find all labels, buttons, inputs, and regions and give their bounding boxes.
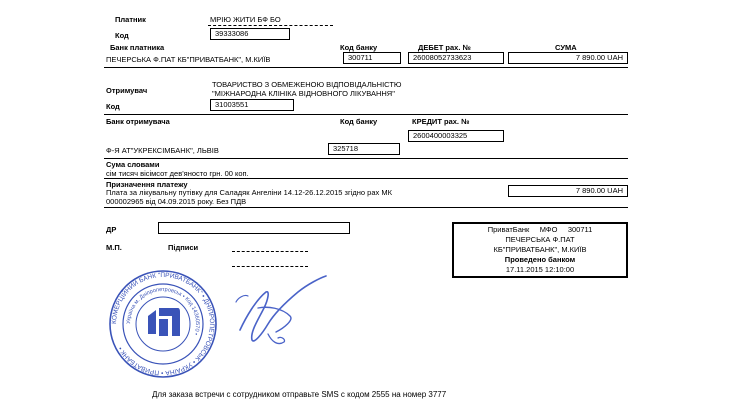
signature-line-1: [232, 251, 308, 252]
seal-inner-text: Україна м. Дніпропетровськ • Код 14360570 •: [125, 286, 201, 336]
amount-field: [508, 52, 628, 64]
credit-account-field: [408, 130, 504, 142]
purpose-line2: 000002965 від 04.09.2015 року. Без ПДВ: [106, 197, 247, 206]
divider-3: [104, 158, 628, 159]
amount-value: 7 890.00 UAH: [575, 53, 623, 63]
bank-stamp-line3: КБ"ПРИВАТБАНК", М.КИЇВ: [493, 245, 587, 254]
sms-notice: Для заказа встречи с сотрудником отправьте SMS с кодом 2555 на номер 3777: [152, 390, 447, 399]
purpose-label: Призначення платежу: [106, 180, 188, 189]
credit-account: 2600400003325: [413, 131, 468, 141]
divider-2: [104, 114, 628, 115]
debit-account-field: [408, 52, 504, 64]
recipient-name-line1: ТОВАРИСТВО З ОБМЕЖЕНОЮ ВІДПОВІДАЛЬНІСТЮ: [212, 80, 402, 89]
amount-header: СУМА: [555, 43, 577, 52]
privatbank-logo-icon: [148, 308, 180, 336]
recipient-label: Отримувач: [106, 86, 148, 95]
bank-stamp-line1: ПриватБанк МФО 300711: [487, 225, 593, 234]
payer-code: 39333086: [215, 29, 249, 39]
mp-label: М.П.: [106, 243, 122, 252]
payer-bank-code-field: [343, 52, 401, 64]
purpose-amount: 7 890.00 UAH: [575, 186, 623, 196]
purpose-line1: Плата за лікувальну путівку для Саладяк Ангеліни 14.12-26.12.2015 згідно рах МК: [106, 188, 392, 197]
credit-account-label: КРЕДИТ рах. №: [412, 117, 470, 126]
debit-account-header: ДЕБЕТ рах. №: [418, 43, 471, 52]
bank-stamp-line4: Проведено банком: [504, 255, 576, 264]
signature-line-2: [232, 266, 308, 267]
payer-code-field: [210, 28, 290, 40]
recipient-code-label: Код: [106, 102, 120, 111]
recipient-bank-name: Ф-Я АТ"УКРЕКСІМБАНК", ЛЬВІВ: [106, 146, 219, 155]
sum-words-text: сім тисяч вісімсот дев'яносто грн. 00 коп.: [106, 169, 249, 178]
recipient-code: 31003551: [215, 100, 249, 110]
divider-4: [104, 178, 628, 179]
sum-words-label: Сума словами: [106, 160, 160, 169]
signature-icon: [228, 272, 338, 362]
divider-1: [104, 67, 628, 68]
bank-stamp-line5: 17.11.2015 12:10:00: [505, 265, 575, 274]
recipient-bank-code-label: Код банку: [340, 117, 378, 126]
bank-seal: [98, 268, 228, 380]
payer-name-underline: [208, 25, 333, 26]
recipient-bank-label: Банк отримувача: [106, 117, 170, 126]
dr-label: ДР: [106, 225, 117, 234]
recipient-name-line2: "МІЖНАРОДНА КЛІНІКА ВІДНОВНОГО ЛІКУВАННЯ": [212, 89, 395, 98]
purpose-amount-field: [508, 185, 628, 197]
recipient-bank-code-field: [328, 143, 400, 155]
divider-5: [104, 207, 628, 208]
payer-bank-header: Банк платника: [110, 43, 165, 52]
recipient-bank-code: 325718: [333, 144, 359, 154]
payer-name: МРІЮ ЖИТИ БФ БО: [210, 15, 281, 24]
payer-code-label: Код: [115, 31, 129, 40]
seal-outer-text: КОМЕРЦІЙНИЙ БАНК "ПРИВАТБАНК" • ДНІПРОПЕТРОВСЬК • УКРАЇНА • ПРИВАТБАНК •: [110, 271, 216, 377]
debit-account: 26008052733623: [413, 53, 472, 63]
signatures-label: Підписи: [168, 243, 199, 252]
bank-code-header: Код банку: [340, 43, 378, 52]
dr-field: [158, 222, 350, 234]
payer-bank-name: ПЕЧЕРСЬКА Ф.ПАТ КБ"ПРИВАТБАНК", М.КИЇВ: [106, 55, 271, 64]
recipient-code-field: [210, 99, 294, 111]
bank-stamp: [452, 222, 628, 278]
bank-stamp-line2: ПЕЧЕРСЬКА Ф.ПАТ: [505, 235, 575, 244]
payer-label: Платник: [115, 15, 146, 24]
payer-bank-code: 300711: [348, 53, 373, 63]
